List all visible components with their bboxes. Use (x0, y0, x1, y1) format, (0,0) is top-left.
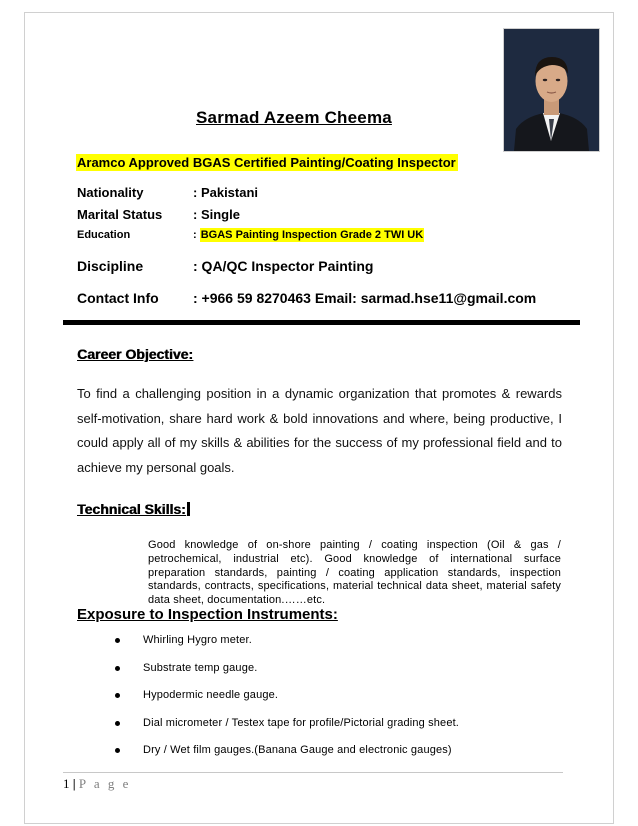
page-number: 1 (63, 776, 70, 791)
value-marital-status: : Single (193, 207, 240, 222)
certification-title: Aramco Approved BGAS Certified Painting/Coating Inspector (77, 155, 456, 170)
label-contact-info: Contact Info (77, 290, 159, 306)
list-item (115, 633, 459, 661)
technical-skills-heading (77, 501, 190, 517)
list-item-text: Hypodermic needle gauge. (143, 689, 279, 701)
technical-skills-text: Good knowledge of on-shore painting / coating inspection (Oil & gas / petrochemical, industrial etc). Good knowledge of international surface preparation standards, painting / coating application standards, inspection standards, contracts, specifications, material technical data sheet, material safety data sheet, documentation.……etc. (148, 539, 561, 607)
page-word: P a g e (78, 776, 131, 791)
value-contact-info: : +966 59 8270463 Email: sarmad.hse11@gmail.com (193, 290, 537, 306)
list-item (115, 743, 459, 771)
label-nationality: Nationality (77, 185, 144, 200)
exposure-heading: Exposure to Inspection Instruments: (77, 606, 338, 623)
list-item-text: Dial micrometer / Testex tape for profile/Pictorial grading sheet. (143, 716, 459, 729)
bullet-icon (115, 748, 120, 753)
profile-photo (503, 28, 600, 152)
value-nationality: : Pakistani (193, 185, 259, 200)
label-discipline: Discipline (77, 258, 144, 274)
list-item (115, 716, 459, 744)
education-highlight: BGAS Painting Inspection Grade 2 TWI UK (200, 229, 424, 241)
footer-divider (63, 772, 563, 773)
education-separator: : (193, 229, 200, 241)
value-discipline: : QA/QC Inspector Painting (193, 258, 374, 274)
bullet-icon (115, 666, 120, 671)
value-education (193, 229, 424, 241)
list-item-text: Substrate temp gauge. (143, 661, 258, 674)
bullet-icon (115, 693, 120, 698)
section-divider (63, 320, 580, 325)
label-education: Education (77, 229, 131, 241)
text-cursor (187, 502, 190, 516)
label-marital-status: Marital Status (77, 207, 163, 222)
bullet-icon (115, 638, 120, 643)
career-objective-text: To find a challenging position in a dynamic organization that promotes & rewards self-motivation, share hard work & bold innovations and where, being productive, I could apply all of my skills & abilities for the success of my professional field and to achieve my personal goals. (77, 386, 562, 475)
list-item (115, 688, 459, 716)
list-item-text: Whirling Hygro meter. (143, 634, 252, 646)
bullet-icon (115, 721, 120, 726)
technical-skills-heading-text: Technical Skills: (77, 501, 186, 517)
list-item-text: Dry / Wet film gauges.(Banana Gauge and electronic gauges) (143, 744, 452, 756)
instrument-list (115, 633, 459, 771)
page-footer (63, 776, 131, 792)
career-objective-heading: Career Objective: (77, 346, 193, 362)
footer-separator: | (69, 776, 79, 791)
candidate-name: Sarmad Azeem Cheema (196, 108, 392, 127)
list-item (115, 661, 459, 689)
